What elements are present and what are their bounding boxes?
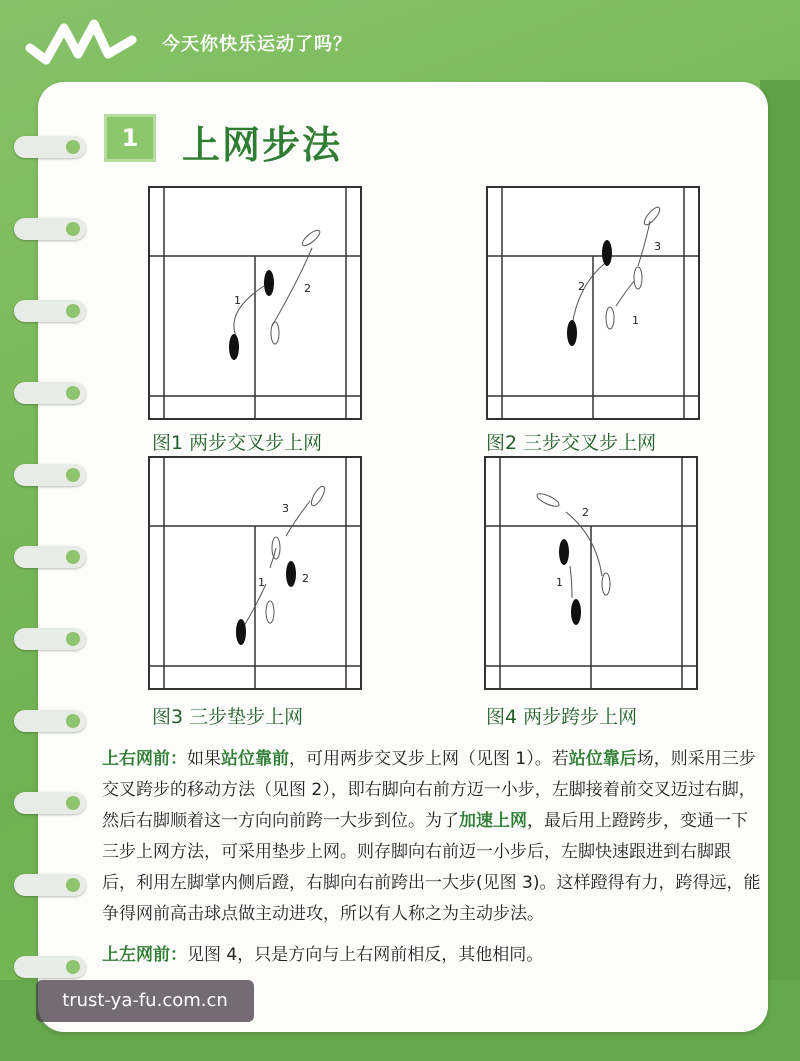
checkmark-logo-icon	[24, 14, 144, 66]
binder-ring-icon	[14, 874, 86, 896]
figure-caption-3: 图3 三步垫步上网	[152, 706, 304, 728]
binder-ring-icon	[14, 218, 86, 240]
binder-ring-icon	[14, 546, 86, 568]
court-diagram-2	[486, 186, 700, 422]
step-label-2: 2	[302, 572, 309, 585]
step-label-1: 1	[234, 294, 241, 307]
step-label-2: 2	[578, 280, 585, 293]
binder-ring-icon	[14, 956, 86, 978]
binder-ring-icon	[14, 710, 86, 732]
binder-ring-icon	[14, 628, 86, 650]
court-diagram-3	[148, 456, 362, 692]
paragraph-text: ，最后用上蹬跨步，变通一下三步上网方法，可采用垫步上网。则存脚向右前迈一小步后，左脚快速跟进到右脚跟后，利用左脚掌内侧后蹬，右脚向右前跨出一大步(见图 3)。这样蹬得有力，跨得远，能争得网前高击球点做主动进攻，所以有人称之为主动步法。	[102, 811, 761, 924]
figure-caption-2: 图2 三步交叉步上网	[486, 432, 657, 454]
paragraph-left-net	[102, 940, 762, 971]
paragraph-text: ，可用两步交叉步上网（见图 1）。若	[289, 749, 569, 769]
paragraph-text: 见图 4，只是方向与上右网前相反，其他相同。	[187, 945, 544, 965]
binder-ring-icon	[14, 300, 86, 322]
step-label-1: 1	[632, 314, 639, 327]
step-label-2: 2	[304, 282, 311, 295]
binder-ring-icon	[14, 792, 86, 814]
paragraph-text: 场，则采用三步交叉跨步的移动方法（见图 2），即右脚向右前方迈一小步，左脚接着前交叉迈过右脚，然后右脚顺着这一方向向前跨一大步到位。为了	[102, 749, 756, 831]
binder-ring-icon	[14, 464, 86, 486]
figure-caption-1: 图1 两步交叉步上网	[152, 432, 323, 454]
header-tagline: 今天你快乐运动了吗？	[162, 34, 352, 55]
watermark: trust-ya-fu.com.cn	[36, 980, 254, 1022]
paragraph-right-net	[102, 744, 762, 930]
step-label-1: 1	[556, 576, 563, 589]
section-title: 上网步法	[182, 123, 343, 167]
binder-ring-icon	[14, 382, 86, 404]
court-diagram-1	[148, 186, 362, 422]
highlight-text: 加速上网	[459, 811, 527, 831]
step-label-3: 3	[654, 240, 661, 253]
highlight-text: 站位靠前	[221, 749, 289, 769]
court-diagram-4	[484, 456, 698, 692]
step-label-1: 1	[258, 576, 265, 589]
paragraph-text: 如果	[187, 749, 221, 769]
body-text	[102, 744, 762, 981]
step-label-3: 3	[282, 502, 289, 515]
section-number: 1	[104, 114, 156, 162]
highlight-text: 站位靠后	[568, 749, 637, 769]
paragraph-lead: 上左网前：	[102, 945, 187, 965]
figure-caption-4: 图4 两步跨步上网	[486, 706, 638, 728]
binder-ring-icon	[14, 136, 86, 158]
step-label-2: 2	[582, 506, 589, 519]
paragraph-lead: 上右网前：	[102, 749, 187, 769]
